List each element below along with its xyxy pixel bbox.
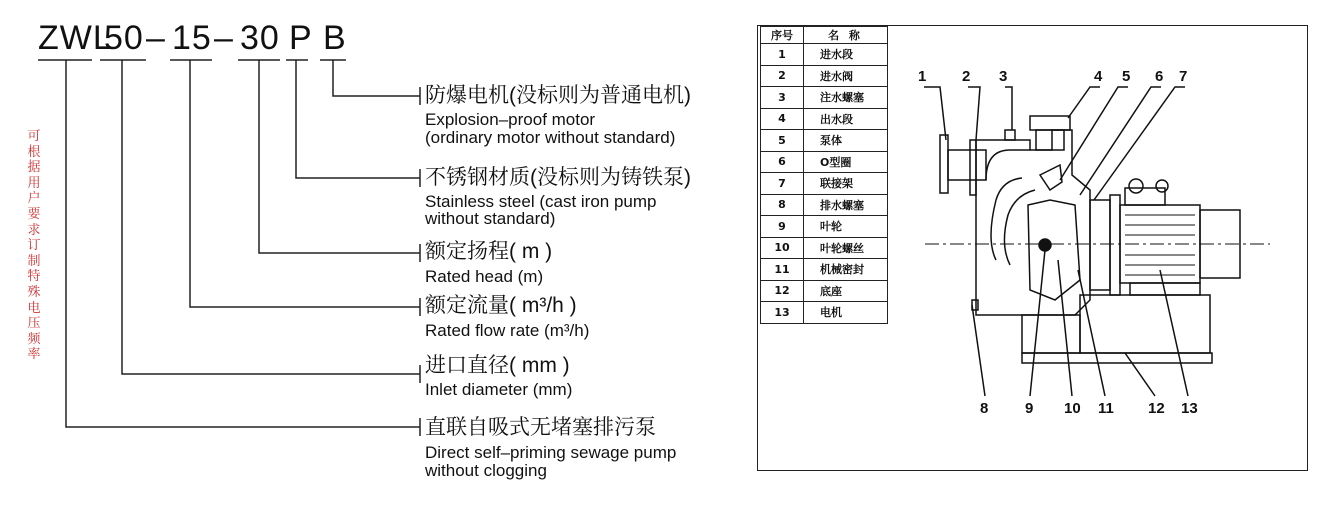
desc-motor-en2: (ordinary motor without standard) [425, 128, 676, 147]
part-name: 底座 [804, 280, 888, 302]
part-name: 出水段 [804, 108, 888, 130]
model-seg-zwl: ZWL [38, 19, 113, 57]
part-name: 机械密封 [804, 259, 888, 281]
callout-10: 10 [1064, 400, 1081, 417]
desc-pump-type-zh: 直联自吸式无堵塞排污泵 [425, 416, 656, 439]
part-name: 叶轮 [804, 216, 888, 238]
callout-11: 11 [1098, 400, 1114, 417]
callout-6: 6 [1155, 68, 1164, 85]
part-name: 排水螺塞 [804, 194, 888, 216]
part-no: 8 [761, 194, 804, 216]
part-name: 进水阀 [804, 65, 888, 87]
part-name: 电机 [804, 302, 888, 324]
callout-3: 3 [999, 68, 1008, 85]
part-name: 注水螺塞 [804, 87, 888, 109]
callout-1: 1 [918, 68, 927, 85]
desc-flow-en: Rated flow rate (m³/h) [425, 321, 590, 340]
model-seg-flow: 15 [172, 19, 212, 57]
desc-inlet-zh: 进口直径( mm ) [425, 354, 570, 377]
part-name: 叶轮螺丝 [804, 237, 888, 259]
desc-motor-en1: Explosion–proof motor [425, 110, 596, 129]
part-no: 9 [761, 216, 804, 238]
model-seg-inlet: 50 [104, 19, 144, 57]
desc-motor-zh: 防爆电机(没标则为普通电机) [425, 84, 691, 107]
callout-8: 8 [980, 400, 989, 417]
part-no: 10 [761, 237, 804, 259]
part-no: 3 [761, 87, 804, 109]
part-name: 进水段 [804, 44, 888, 66]
callout-7: 7 [1179, 68, 1188, 85]
desc-pump-type-en1: Direct self–priming sewage pump [425, 443, 677, 462]
part-no: 6 [761, 151, 804, 173]
model-dash-1: – [146, 19, 166, 57]
part-no: 13 [761, 302, 804, 324]
desc-head-en: Rated head (m) [425, 267, 544, 286]
header-name: 名 称 [804, 27, 888, 44]
header-no: 序号 [761, 27, 804, 44]
model-seg-head: 30 [240, 19, 280, 57]
part-no: 4 [761, 108, 804, 130]
callout-9: 9 [1025, 400, 1034, 417]
part-name: O型圈 [804, 151, 888, 173]
part-no: 2 [761, 65, 804, 87]
part-no: 5 [761, 130, 804, 152]
callout-12: 12 [1148, 400, 1165, 417]
desc-material-zh: 不锈钢材质(没标则为铸铁泵) [425, 166, 691, 189]
part-name: 泵体 [804, 130, 888, 152]
part-no: 7 [761, 173, 804, 195]
callout-2: 2 [962, 68, 971, 85]
part-name: 联接架 [804, 173, 888, 195]
desc-inlet-en: Inlet diameter (mm) [425, 380, 573, 399]
desc-head-zh: 额定扬程( m ) [425, 240, 553, 263]
desc-flow-zh: 额定流量( m³/h ) [425, 294, 577, 317]
desc-pump-type-en2: without clogging [425, 461, 547, 480]
callout-13: 13 [1181, 400, 1198, 417]
desc-material-en2: without standard) [425, 209, 556, 228]
part-no: 1 [761, 44, 804, 66]
custom-voltage-note: 可根据用户要求订制特殊电压频率 [27, 128, 41, 362]
desc-material-en1: Stainless steel (cast iron pump [425, 192, 657, 211]
model-seg-material: P [289, 19, 313, 57]
model-dash-2: – [214, 19, 234, 57]
part-no: 11 [761, 259, 804, 281]
callout-4: 4 [1094, 68, 1103, 85]
part-no: 12 [761, 280, 804, 302]
model-seg-motor: B [323, 19, 347, 57]
callout-5: 5 [1122, 68, 1131, 85]
